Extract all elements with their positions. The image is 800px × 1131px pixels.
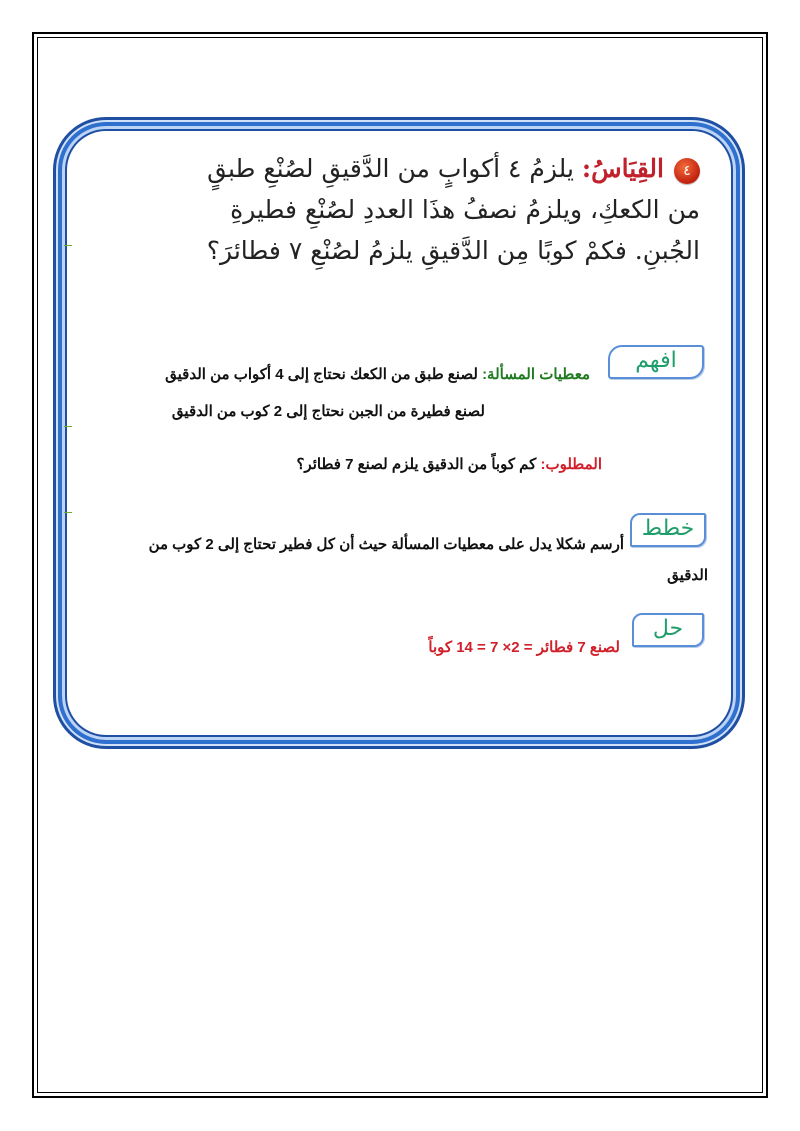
givens-line-2 [105,402,485,420]
givens-label: معطيات المسألة: [482,366,590,383]
given-2-text: لصنع فطيرة من الجبن نحتاج إلى 2 كوب من الدقيق [171,403,485,420]
plan-text-1: أرسم شكلا يدل على معطيات المسألة حيث أن كل فطير تحتاج إلى 2 كوب من [148,536,624,553]
question-number-badge: ٤ [674,158,700,184]
margin-tick [64,426,72,427]
question-label: القِيَاسُ: [581,154,664,183]
margin-tick [64,512,72,513]
plan-line-1 [94,535,624,553]
given-1-text: لصنع طبق من الكعك نحتاج إلى 4 أكواب من الدقيق [165,366,478,383]
required-label: المطلوب: [540,456,602,473]
givens-line-1 [110,365,590,383]
understand-tag [608,345,704,379]
solve-line [280,638,620,656]
plan-tag-label: خطط [641,516,695,541]
margin-tick [64,245,72,246]
required-text: كم كوباً من الدقيق يلزم لصنع 7 فطائر؟ [296,456,537,473]
question-body: يلزمُ ٤ أكوابٍ من الدَّقيقِ لصُنْعِ طبقٍ من الكعكِ، ويلزمُ نصفُ هذَا العددِ لصُنْعِ فطيرةِ الجُبنِ. فكمْ كوبًا مِن الدَّقيقِ يلزمُ لصُنْعِ ٧ فطائرَ؟ [206,154,700,265]
question-text-block [200,148,700,271]
plan-text-2: الدقيق [667,567,708,584]
required-line [242,455,602,473]
solve-tag-label: حل [652,616,684,641]
understand-tag-label: افهم [635,348,677,373]
solve-tag [632,613,704,647]
plan-line-2 [628,566,708,584]
plan-tag [630,513,706,547]
solve-text: لصنع 7 فطائر = 2× 7 = 14 كوباً [428,639,620,656]
